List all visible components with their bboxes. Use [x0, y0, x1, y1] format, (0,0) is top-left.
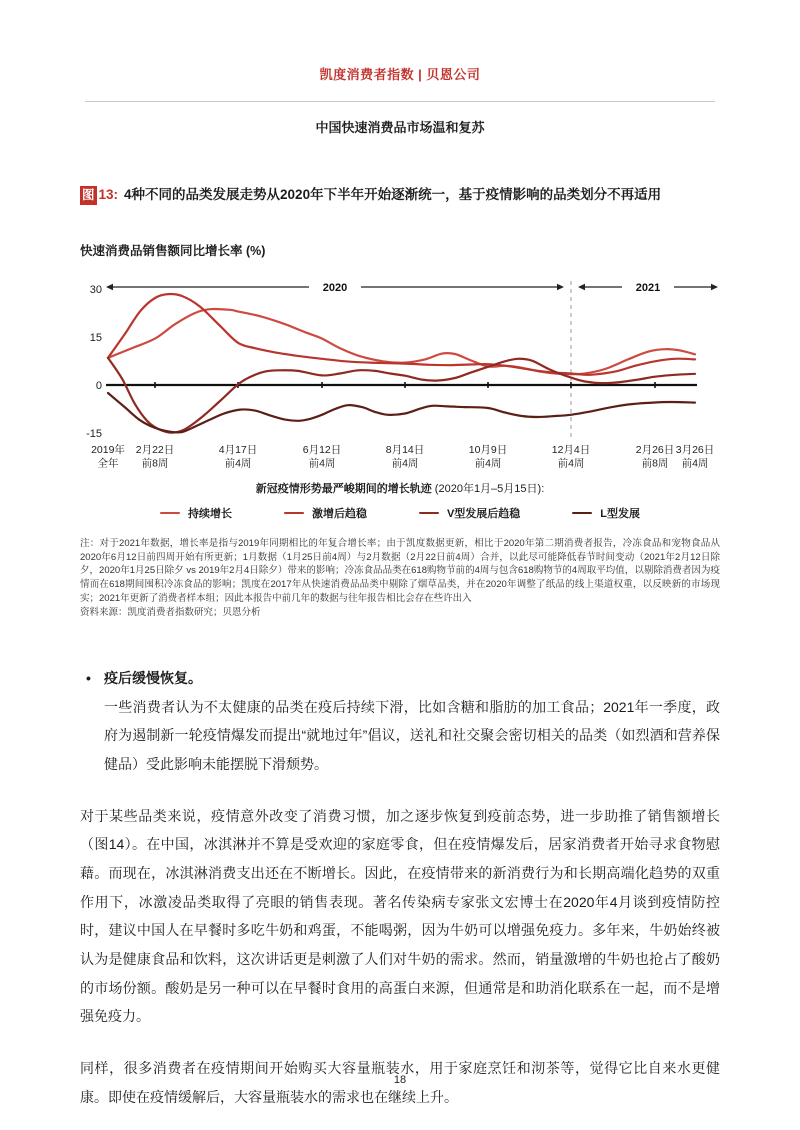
legend-line-swatch-icon: [419, 512, 439, 514]
arrow-right-icon: [711, 284, 718, 291]
arrow-left-icon: [578, 284, 585, 291]
brand-header: 凯度消费者指数 | 贝恩公司: [319, 67, 481, 82]
bullet-title: 疫后缓慢恢复。: [104, 669, 202, 686]
page-subtitle: 中国快速消费品市场温和复苏: [315, 120, 485, 135]
y-axis-tick-label: 15: [89, 331, 102, 344]
x-axis-tick-label: 4月17日: [218, 443, 258, 456]
x-axis-tick-sublabel: 前8周: [641, 457, 669, 470]
legend-label: 持续增长: [187, 507, 232, 520]
x-axis-tick-label: 12月4日: [551, 443, 591, 456]
x-axis-tick-label: 6月12日: [302, 443, 342, 456]
legend-item: [284, 505, 367, 521]
x-axis-tick-label: 10月9日: [468, 443, 508, 456]
body-paragraph-2: 对于某些品类来说，疫情意外改变了消费习惯，加之逐步恢复到疫前态势，进一步助推了销售额增长（图14）。在中国，冰淇淋并不算是受欢迎的家庭零食，但在疫情爆发后，居家消费者开始寻求食物慰藉。而现在，冰淇淋消费支出还在不断增长。因此，在疫情带来的新消费行为和长期高端化趋势的双重作用下，冰激凌品类取得了亮眼的销售表现。著名传染病专家张文宏博士在2020年4月谈到疫情防控时，建议中国人在早餐时多吃牛奶和鸡蛋，不能喝粥，因为牛奶可以增强免疫力。多年来，牛奶始终被认为是健康食品和饮料，这次讲话更是刺激了人们对牛奶的需求。然而，销量激增的牛奶也抢占了酸奶的市场份额。酸奶是另一种可以在早餐时食用的高蛋白来源，但通常是和助消化联系在一起，而不是增强免疫力。: [80, 807, 720, 1025]
chart-container: [70, 273, 730, 521]
legend-item: [160, 505, 232, 521]
x-axis-tick-label: 2019年: [91, 443, 125, 456]
chart-line-激增后趋稳: [108, 294, 695, 375]
legend-label: 激增后趋稳: [311, 507, 367, 520]
period-label: 2020: [322, 281, 348, 294]
figure-title: [80, 186, 720, 205]
x-axis-tick-sublabel: 前4周: [681, 457, 709, 470]
legend-title-bold: 新冠疫情形势最严峻期间的增长轨迹: [255, 482, 432, 495]
x-axis-tick-sublabel: 前4周: [391, 457, 419, 470]
y-axis-tick-label: 30: [89, 283, 102, 296]
legend-line-swatch-icon: [160, 512, 180, 514]
chart-title: 快速消费品销售额同比增长率 (%): [80, 243, 266, 258]
x-axis-tick-sublabel: 前4周: [474, 457, 502, 470]
legend-item: [572, 505, 640, 521]
bullet-icon: •: [86, 669, 91, 686]
legend-line-swatch-icon: [572, 512, 592, 514]
x-axis-tick-label: 8月14日: [385, 443, 425, 456]
y-axis-tick-label: -15: [86, 427, 102, 440]
legend-label: V型发展后趋稳: [446, 507, 521, 520]
figure-number: 13:: [98, 187, 119, 202]
x-axis-tick-sublabel: 前8周: [141, 457, 169, 470]
period-label: 2021: [635, 281, 661, 294]
growth-chart-svg: [70, 273, 730, 471]
bullet-text: 一些消费者认为不太健康的品类在疫后持续下滑，比如含糖和脂肪的加工食品；2021年一季度，政府为遏制新一轮疫情爆发而提出“就地过年”倡议，送礼和社交聚会密切相关的品类（如烈酒和营养保健品）受此影响未能摆脱下滑颓势。: [104, 698, 720, 772]
x-axis-tick-label: 2月26日: [635, 443, 675, 456]
legend-title-rest: (2020年1月–5月15日):: [431, 482, 545, 495]
chart-footnotes: [80, 537, 720, 620]
body-paragraph-3: 同样，很多消费者在疫情期间开始购买大容量瓶装水，用于家庭烹饪和沏茶等，觉得它比自来水更健康。即使在疫情缓解后，大容量瓶装水的需求也在继续上升。: [80, 1060, 720, 1105]
y-axis-tick-label: 0: [95, 379, 102, 392]
figure-title-text: 4种不同的品类发展走势从2020年下半年开始逐渐统一，基于疫情影响的品类划分不再适用: [124, 187, 662, 202]
legend-item: [419, 505, 520, 521]
legend-title: [70, 480, 730, 496]
x-axis-tick-label: 3月26日: [675, 443, 715, 456]
x-axis-tick-sublabel: 全年: [97, 457, 119, 470]
page-number: 18: [393, 1074, 407, 1086]
bullet-section: [80, 664, 720, 779]
legend-label: L型发展: [600, 507, 641, 520]
chart-legend-items: [70, 505, 730, 521]
x-axis-tick-sublabel: 前4周: [308, 457, 336, 470]
figure-tag-badge: 图: [80, 186, 97, 205]
x-axis-tick-sublabel: 前4周: [557, 457, 585, 470]
arrow-left-icon: [106, 284, 113, 291]
legend-line-swatch-icon: [284, 512, 304, 514]
chart-legend: [70, 480, 730, 521]
bullet-content: [104, 664, 720, 779]
arrow-right-icon: [557, 284, 564, 291]
source-text: 资料来源：凯度消费者指数研究；贝恩分析: [80, 607, 261, 619]
x-axis-tick-label: 2月22日: [135, 443, 175, 456]
chart-line-L型发展: [108, 393, 695, 432]
header-divider: [85, 101, 715, 102]
note-text: 注：对于2021年数据，增长率是指与2019年同期相比的年复合增长率；由于凯度数据更新，相比于2020年第二期消费者报告，冷冻食品和宠物食品从2020年6月12日前四周开始有所更新；1月数据（1月25日前4周）与2月数据（2月22日前4周）合并，以此尽可能降低春节时间变动（2021年2月12日除夕，2020年1月25日除夕 vs 2019年2月4日除夕）带来的影响；冷冻食品品类在618购物节前的4周与包含618购物节的4周取平均值，以剔除消费者因为疫情而在618期间囤积冷冻食品的影响；凯度在2017年从快速消费品品类中剔除了烟草品类，并在2020年调整了纸品的线上渠道权重，以反映新的市场现实；2021年更新了消费者样本组；因此本报告中前几年的数据与往年报告相比会存在些许出入: [80, 537, 720, 604]
x-axis-tick-sublabel: 前4周: [224, 457, 252, 470]
